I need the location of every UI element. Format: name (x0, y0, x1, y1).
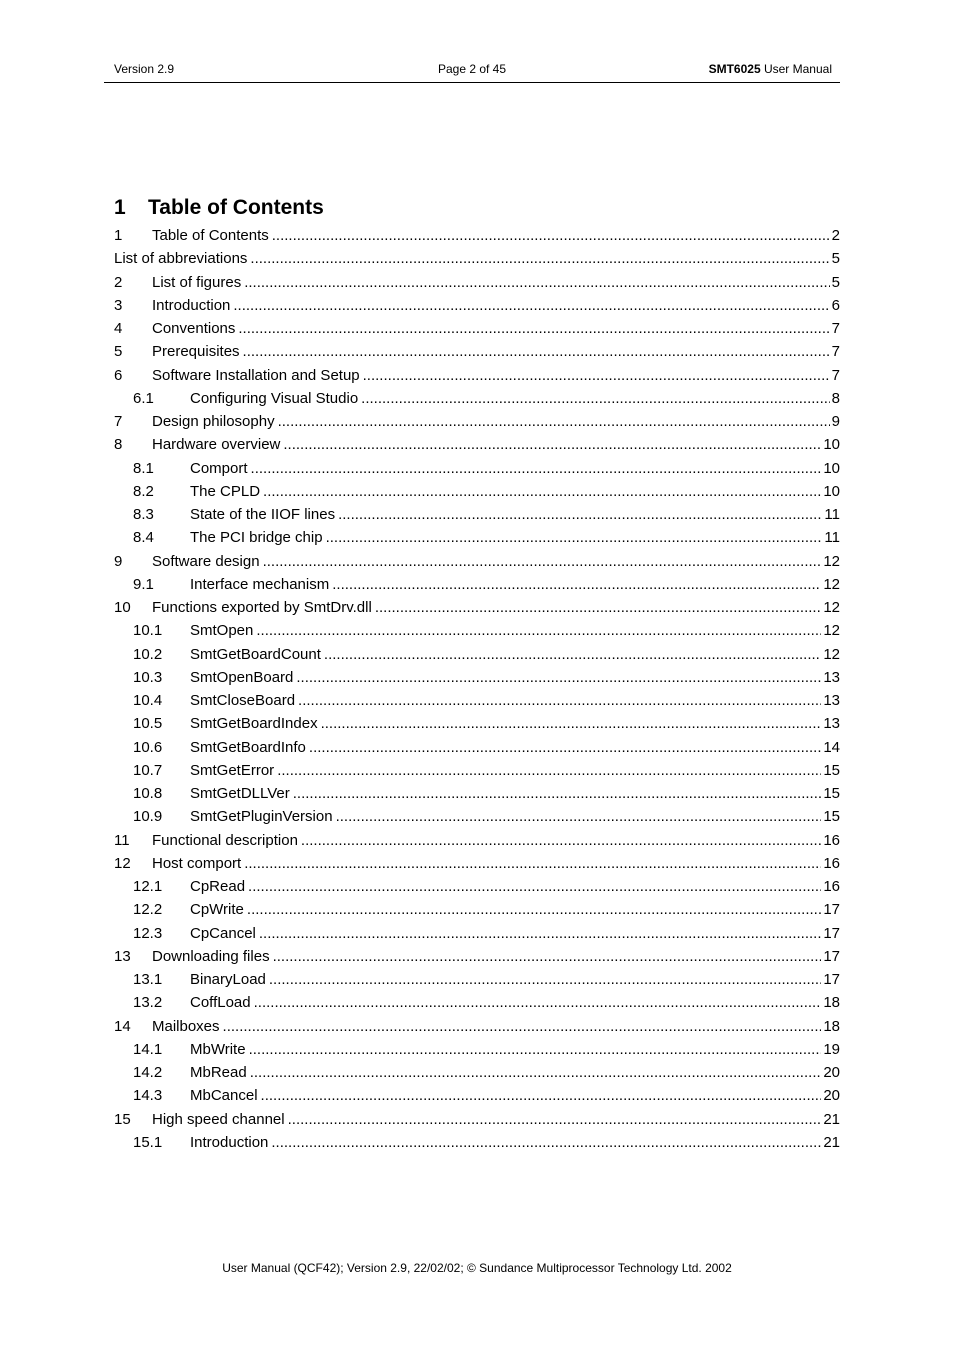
toc-entry-page: 7 (831, 366, 840, 384)
toc-entry-title[interactable]: SmtGetError (190, 761, 275, 779)
toc-entry-number: 8.4 (133, 529, 154, 547)
toc-entry-page: 15 (823, 808, 840, 826)
toc-entry-number: 13.2 (133, 994, 163, 1012)
toc-entry-title[interactable]: MbWrite (190, 1040, 246, 1058)
toc-entry[interactable] (114, 573, 840, 596)
toc-entry-number: 3 (114, 296, 123, 314)
toc-entry-title[interactable]: SmtGetBoardInfo (190, 738, 306, 756)
toc-dot-leader (251, 457, 822, 480)
toc-entry-number: 10.2 (133, 645, 163, 663)
toc-entry-page: 11 (824, 529, 840, 547)
toc-entry-title[interactable]: Conventions (152, 320, 236, 337)
toc-entry-number: 10.5 (133, 715, 163, 733)
toc-entry-number: 2 (114, 273, 123, 291)
toc-entry-page: 15 (823, 785, 840, 802)
header-document-title (709, 62, 832, 76)
toc-entry[interactable] (114, 340, 840, 363)
toc-dot-leader (375, 596, 822, 619)
toc-entry-number: 8 (114, 436, 123, 454)
toc-entry[interactable] (114, 596, 840, 619)
page-header (104, 62, 840, 83)
toc-entry-title[interactable]: Interface mechanism (190, 575, 330, 593)
toc-entry-number: 6 (114, 366, 123, 384)
toc-entry-title[interactable]: Mailboxes (152, 1017, 220, 1035)
toc-entry-page: 13 (823, 692, 840, 709)
toc-entry-page: 17 (823, 947, 840, 965)
toc-entry-number: 10.6 (133, 738, 163, 756)
toc-entry-title[interactable]: CpRead (190, 878, 246, 895)
toc-dot-leader (250, 247, 829, 270)
toc-entry[interactable] (114, 805, 840, 828)
toc-entry-title[interactable]: The PCI bridge chip (190, 529, 323, 547)
toc-dot-leader (296, 666, 821, 689)
toc-entry-page: 17 (823, 971, 840, 988)
toc-entry-title[interactable]: Table of Contents (152, 227, 269, 244)
toc-entry[interactable] (114, 689, 840, 712)
toc-dot-leader (324, 643, 821, 666)
toc-entry-title[interactable]: SmtGetBoardCount (190, 645, 321, 663)
toc-entry[interactable] (114, 550, 840, 573)
toc-dot-leader (271, 1131, 821, 1154)
toc-entry-number: 14.3 (133, 1087, 163, 1105)
header-product-suffix: User Manual (760, 62, 832, 76)
toc-entry[interactable] (114, 968, 840, 991)
toc-entry[interactable] (114, 991, 840, 1014)
toc-entry[interactable] (114, 317, 840, 340)
toc-dot-leader (293, 782, 822, 805)
toc-entry-number: 14 (114, 1017, 131, 1035)
toc-dot-leader (361, 387, 829, 410)
toc-entry-page: 5 (831, 250, 840, 268)
toc-entry-page: 14 (823, 738, 840, 756)
toc-entry-page: 17 (823, 901, 840, 919)
toc-entry[interactable] (114, 1015, 840, 1038)
toc-entry-title[interactable]: SmtCloseBoard (190, 692, 296, 709)
toc-dot-leader (249, 1038, 822, 1061)
toc-entry-number: 12.3 (133, 924, 163, 942)
toc-entry-page: 7 (831, 343, 840, 361)
toc-entry-number: 10 (114, 599, 131, 616)
toc-entry-title[interactable]: Downloading files (152, 947, 270, 965)
toc-dot-leader (238, 317, 829, 340)
toc-entry-number: 4 (114, 320, 123, 337)
toc-dot-leader (263, 550, 822, 573)
toc-entry-title[interactable]: Prerequisites (152, 343, 240, 361)
toc-dot-leader (256, 619, 821, 642)
toc-entry-number: 1 (114, 227, 123, 244)
toc-entry[interactable] (114, 759, 840, 782)
toc-entry[interactable] (114, 1061, 840, 1084)
toc-entry-number: 5 (114, 343, 123, 361)
toc-entry[interactable] (114, 480, 840, 503)
toc-entry[interactable] (114, 457, 840, 480)
table-of-contents (114, 224, 840, 1154)
toc-dot-leader (261, 1084, 822, 1107)
toc-dot-leader (298, 689, 821, 712)
toc-entry-title[interactable]: Hardware overview (152, 436, 281, 454)
toc-entry-page: 12 (823, 645, 840, 663)
toc-entry-page: 10 (823, 459, 840, 477)
toc-entry-number: 9.1 (133, 575, 154, 593)
toc-entry-title[interactable]: List of abbreviations (114, 250, 248, 268)
toc-entry-number: 10.4 (133, 692, 163, 709)
toc-dot-leader (288, 1108, 822, 1131)
toc-entry[interactable] (114, 224, 840, 247)
toc-entry-number: 13.1 (133, 971, 163, 988)
toc-entry-title[interactable]: State of the IIOF lines (190, 506, 336, 523)
toc-entry-number: 8.2 (133, 482, 154, 500)
toc-entry[interactable] (114, 712, 840, 735)
header-page-number: Page 2 of 45 (437, 62, 507, 76)
toc-entry-title[interactable]: Design philosophy (152, 413, 275, 430)
toc-entry-page: 15 (823, 761, 840, 779)
toc-entry-page: 2 (831, 227, 840, 244)
toc-entry[interactable] (114, 643, 840, 666)
toc-entry-title[interactable]: SmtGetDLLVer (190, 785, 290, 802)
toc-dot-leader (363, 364, 830, 387)
toc-dot-leader (244, 271, 829, 294)
toc-heading-number: 1 (114, 196, 126, 219)
toc-entry-page: 13 (823, 715, 840, 733)
toc-entry[interactable] (114, 875, 840, 898)
toc-entry-title[interactable]: SmtGetBoardIndex (190, 715, 318, 733)
header-product-code: SMT6025 (708, 62, 761, 76)
toc-dot-leader (277, 759, 821, 782)
toc-entry-number: 15.1 (133, 1133, 163, 1151)
toc-entry-number: 9 (114, 552, 123, 570)
toc-dot-leader (321, 712, 822, 735)
toc-entry-title[interactable]: Introduction (190, 1133, 269, 1151)
toc-entry[interactable] (114, 619, 840, 642)
toc-entry-title[interactable]: Functional description (152, 831, 298, 849)
toc-dot-leader (250, 1061, 822, 1084)
toc-entry-page: 12 (823, 575, 840, 593)
toc-entry[interactable] (114, 898, 840, 921)
toc-entry-number: 12 (114, 854, 131, 872)
toc-entry-page: 9 (831, 413, 840, 430)
toc-entry[interactable] (114, 736, 840, 759)
toc-dot-leader (326, 526, 823, 549)
toc-dot-leader (263, 480, 821, 503)
toc-entry-page: 12 (823, 599, 840, 616)
toc-entry-title[interactable]: Comport (190, 459, 248, 477)
toc-dot-leader (269, 968, 821, 991)
toc-dot-leader (233, 294, 829, 317)
toc-entry[interactable] (114, 410, 840, 433)
toc-entry-page: 19 (823, 1040, 840, 1058)
toc-entry-number: 11 (114, 831, 130, 849)
toc-entry[interactable] (114, 387, 840, 410)
toc-entry[interactable] (114, 945, 840, 968)
toc-entry[interactable] (114, 1131, 840, 1154)
toc-entry[interactable] (114, 666, 840, 689)
toc-entry[interactable] (114, 782, 840, 805)
toc-dot-leader (244, 852, 821, 875)
toc-entry-page: 10 (823, 482, 840, 500)
toc-entry-number: 8.3 (133, 506, 154, 523)
toc-entry-page: 12 (823, 622, 840, 640)
toc-entry[interactable] (114, 271, 840, 294)
toc-dot-leader (273, 945, 822, 968)
toc-entry-number: 12.2 (133, 901, 163, 919)
toc-dot-leader (254, 991, 822, 1014)
toc-entry-page: 21 (823, 1110, 840, 1128)
toc-entry-title[interactable]: Host comport (152, 854, 242, 872)
toc-dot-leader (259, 922, 821, 945)
toc-dot-leader (272, 224, 830, 247)
toc-entry-number: 10.1 (133, 622, 163, 640)
toc-dot-leader (301, 829, 821, 852)
toc-entry[interactable] (114, 526, 840, 549)
toc-entry-title[interactable]: Configuring Visual Studio (190, 389, 359, 407)
toc-entry-title[interactable]: MbCancel (190, 1087, 258, 1105)
toc-entry-page: 16 (823, 854, 840, 872)
toc-entry-number: 12.1 (133, 878, 163, 895)
toc-entry-number: 8.1 (133, 459, 154, 477)
toc-entry-number: 10.3 (133, 668, 163, 686)
toc-entry-page: 10 (823, 436, 840, 454)
toc-entry-title[interactable]: Introduction (152, 296, 231, 314)
toc-dot-leader (332, 573, 821, 596)
toc-entry[interactable] (114, 503, 840, 526)
toc-entry-title[interactable]: Software Installation and Setup (152, 366, 360, 384)
toc-heading (114, 196, 324, 220)
toc-entry-page: 11 (824, 506, 840, 523)
toc-entry-page: 13 (823, 668, 840, 686)
toc-entry-page: 20 (823, 1087, 840, 1105)
toc-entry-page: 20 (823, 1064, 840, 1081)
toc-entry-number: 10.7 (133, 761, 163, 779)
toc-entry-title[interactable]: High speed channel (152, 1110, 285, 1128)
toc-entry-page: 17 (823, 924, 840, 942)
toc-dot-leader (243, 340, 830, 363)
toc-dot-leader (283, 433, 821, 456)
toc-dot-leader (223, 1015, 822, 1038)
toc-dot-leader (248, 875, 821, 898)
toc-entry[interactable] (114, 294, 840, 317)
toc-entry[interactable] (114, 1038, 840, 1061)
toc-entry-number: 7 (114, 413, 123, 430)
toc-entry-title[interactable]: CpWrite (190, 901, 244, 919)
toc-entry-page: 16 (823, 878, 840, 895)
toc-entry[interactable] (114, 247, 840, 270)
toc-entry-page: 21 (823, 1133, 840, 1151)
toc-entry-number: 10.8 (133, 785, 163, 802)
toc-entry-title[interactable]: MbRead (190, 1064, 247, 1081)
toc-entry-title[interactable]: Software design (152, 552, 260, 570)
toc-entry-number: 10.9 (133, 808, 163, 826)
toc-entry[interactable] (114, 852, 840, 875)
toc-entry[interactable] (114, 364, 840, 387)
toc-entry-title[interactable]: SmtGetPluginVersion (190, 808, 333, 826)
toc-dot-leader (278, 410, 830, 433)
toc-entry-number: 6.1 (133, 389, 154, 407)
toc-entry-page: 5 (831, 273, 840, 291)
toc-entry[interactable] (114, 829, 840, 852)
toc-entry-page: 12 (823, 552, 840, 570)
toc-entry-title[interactable]: CoffLoad (190, 994, 251, 1012)
toc-dot-leader (309, 736, 821, 759)
toc-entry-page: 7 (831, 320, 840, 337)
toc-entry-page: 8 (831, 389, 840, 407)
toc-entry[interactable] (114, 1108, 840, 1131)
toc-heading-title: Table of Contents (148, 196, 324, 219)
toc-entry-number: 14.1 (133, 1040, 163, 1058)
toc-entry-title[interactable]: List of figures (152, 273, 242, 291)
toc-entry-number: 14.2 (133, 1064, 163, 1081)
toc-dot-leader (247, 898, 821, 921)
toc-entry-title[interactable]: CpCancel (190, 924, 256, 942)
toc-entry-number: 13 (114, 947, 131, 965)
toc-entry-page: 18 (823, 1017, 840, 1035)
toc-entry-page: 6 (831, 296, 840, 314)
toc-entry-page: 16 (823, 831, 840, 849)
toc-entry[interactable] (114, 922, 840, 945)
toc-entry-number: 15 (114, 1110, 131, 1128)
toc-entry-title[interactable]: SmtOpenBoard (190, 668, 294, 686)
toc-entry-title[interactable]: SmtOpen (190, 622, 254, 640)
toc-entry-page: 18 (823, 994, 840, 1012)
toc-entry[interactable] (114, 1084, 840, 1107)
toc-dot-leader (338, 503, 822, 526)
toc-entry-title[interactable]: The CPLD (190, 482, 261, 500)
toc-entry[interactable] (114, 433, 840, 456)
toc-entry-title[interactable]: BinaryLoad (190, 971, 266, 988)
page-footer: User Manual (QCF42); Version 2.9, 22/02/02; © Sundance Multiprocessor Technology Ltd. 2002 (222, 1261, 732, 1275)
toc-dot-leader (336, 805, 822, 828)
header-version: Version 2.9 (114, 62, 175, 76)
toc-entry-title[interactable]: Functions exported by SmtDrv.dll (152, 599, 372, 616)
